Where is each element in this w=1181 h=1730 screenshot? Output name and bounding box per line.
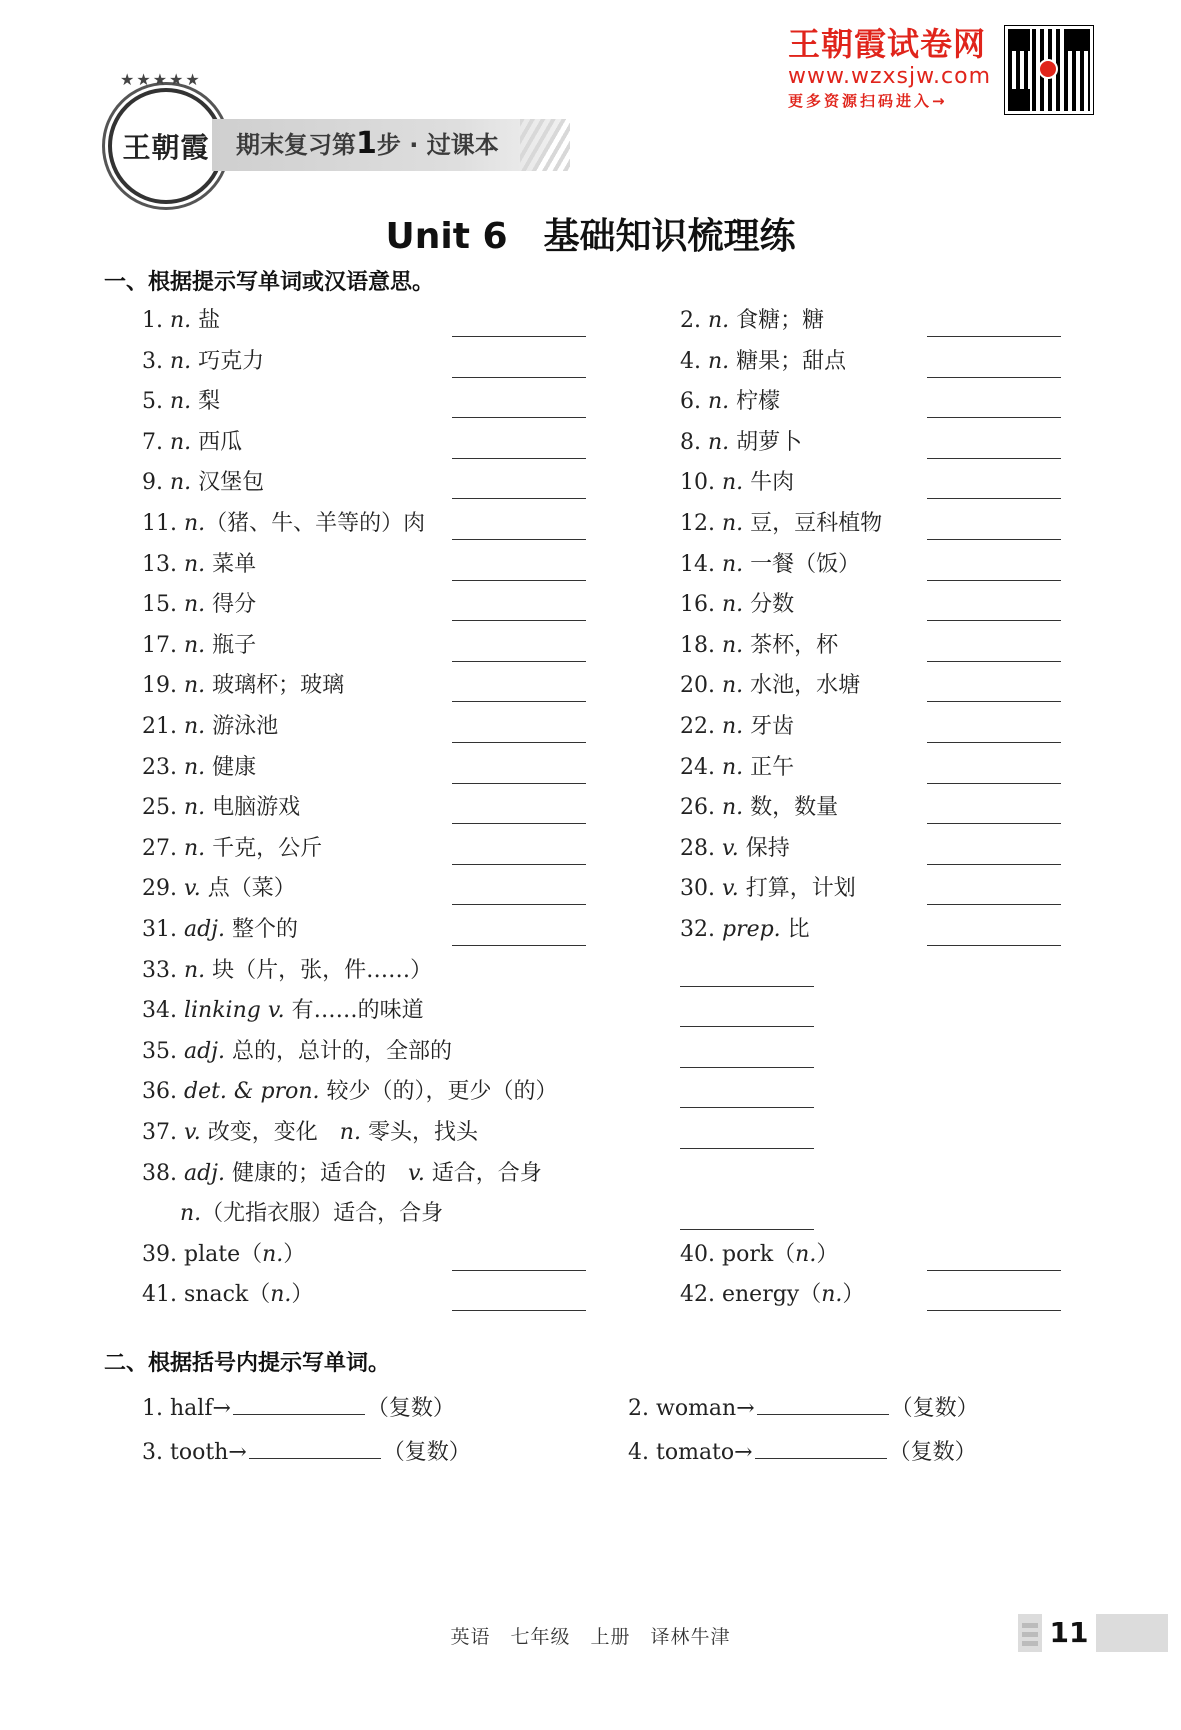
- answer-blank[interactable]: [452, 945, 586, 946]
- list-item: [142, 793, 300, 823]
- item-number: 22.: [680, 714, 722, 739]
- part-of-speech: n.: [183, 957, 206, 983]
- answer-blank[interactable]: [927, 336, 1061, 337]
- item-text: 巧克力: [191, 348, 265, 374]
- part-of-speech: n.: [169, 429, 192, 455]
- list-item: [142, 996, 424, 1026]
- item-number: 35.: [142, 1038, 184, 1064]
- list-item: [680, 793, 838, 823]
- list-item: [680, 874, 856, 904]
- brand-block: [788, 24, 998, 112]
- item-text: ）: [291, 1282, 314, 1308]
- item-number: 15.: [142, 592, 184, 618]
- item-text: 健康的；适合的: [225, 1160, 408, 1186]
- item-number: 30.: [680, 876, 722, 902]
- list-item: [142, 387, 220, 417]
- publisher-logo: [108, 70, 224, 204]
- item-word: energy（: [715, 1282, 822, 1308]
- brand-name: 王朝霞试卷网: [788, 25, 987, 63]
- list-item: [680, 347, 846, 377]
- item-number: 6.: [680, 389, 708, 415]
- list-item: [142, 1392, 455, 1424]
- banner-suffix: 步 · 过课本: [376, 131, 499, 159]
- list-item: [142, 1240, 305, 1270]
- part-of-speech: n.: [183, 592, 206, 618]
- item-text: 汉堡包: [191, 470, 265, 496]
- item-number: 21.: [142, 714, 184, 739]
- list-item: [142, 631, 256, 661]
- item-text: 电脑游戏: [205, 795, 301, 821]
- part-of-speech: n.: [721, 511, 744, 536]
- item-text: 糖果；甜点: [729, 348, 847, 374]
- item-number: 20.: [680, 673, 722, 699]
- item-word: plate（: [177, 1241, 263, 1267]
- answer-blank[interactable]: [452, 580, 586, 581]
- item-text: 西瓜: [191, 429, 243, 455]
- item-hint: （复数）: [888, 1440, 977, 1465]
- answer-blank[interactable]: [927, 498, 1061, 499]
- part-of-speech: n.: [169, 348, 192, 374]
- answer-blank[interactable]: [452, 904, 586, 905]
- list-item: [142, 712, 278, 742]
- part-of-speech: n.: [183, 795, 206, 821]
- item-number: 25.: [142, 795, 184, 821]
- part-of-speech: adj.: [183, 917, 225, 942]
- item-text: ）: [283, 1241, 306, 1267]
- item-number: 24.: [680, 754, 722, 780]
- part-of-speech: n.: [707, 429, 730, 455]
- item-text: 游泳池: [205, 714, 279, 739]
- answer-blank[interactable]: [249, 1436, 381, 1459]
- item-number: 2.: [680, 308, 708, 333]
- answer-blank[interactable]: [927, 417, 1061, 418]
- item-number: 37.: [142, 1120, 184, 1145]
- part-of-speech: n.: [707, 348, 730, 374]
- item-text: 保持: [738, 835, 790, 861]
- answer-blank[interactable]: [757, 1392, 889, 1415]
- item-text: 瓶子: [205, 632, 257, 658]
- qr-logo-dot: [1038, 59, 1058, 79]
- list-item: [142, 1118, 478, 1148]
- item-text: 梨: [191, 389, 221, 415]
- answer-blank[interactable]: [927, 539, 1061, 540]
- answer-blank[interactable]: [452, 823, 586, 824]
- answer-blank[interactable]: [680, 1229, 814, 1230]
- answer-blank[interactable]: [680, 1148, 814, 1149]
- answer-blank[interactable]: [452, 620, 586, 621]
- list-item: [142, 1159, 542, 1189]
- part-of-speech: n.: [169, 389, 192, 415]
- part-of-speech: prep.: [721, 917, 781, 942]
- answer-blank[interactable]: [927, 661, 1061, 662]
- item-number: 26.: [680, 795, 722, 821]
- item-text: 块（片，张，件……）: [205, 957, 433, 983]
- item-text: 正午: [743, 754, 795, 780]
- part-of-speech: adj.: [183, 1038, 225, 1064]
- answer-blank[interactable]: [452, 1270, 586, 1271]
- answer-blank[interactable]: [452, 864, 586, 865]
- list-item: [142, 956, 432, 986]
- list-item: [142, 915, 298, 945]
- list-item: [142, 1037, 452, 1067]
- list-item: [680, 590, 794, 620]
- part-of-speech: n.: [183, 632, 206, 658]
- list-item-continued: [180, 1199, 443, 1229]
- stars-icon: ★★★★★: [120, 70, 202, 89]
- item-text: 牛肉: [743, 470, 795, 496]
- item-number: 4.: [628, 1440, 649, 1465]
- item-number: 29.: [142, 876, 184, 902]
- list-item: [680, 631, 838, 661]
- item-number: 42.: [680, 1282, 715, 1308]
- item-text: 一餐（饭）: [743, 551, 861, 577]
- item-text: 改变，变化: [200, 1120, 340, 1145]
- item-number: 2.: [628, 1396, 649, 1421]
- item-text: 总的，总计的，全部的: [225, 1038, 452, 1064]
- answer-blank[interactable]: [927, 945, 1061, 946]
- item-text: 茶杯，杯: [743, 632, 839, 658]
- item-number: 23.: [142, 754, 184, 780]
- answer-blank[interactable]: [452, 742, 586, 743]
- part-of-speech: n.: [183, 714, 206, 739]
- item-word: tomato→: [649, 1440, 753, 1465]
- list-item: [628, 1392, 979, 1424]
- item-text: 分数: [743, 592, 795, 618]
- item-number: 40.: [680, 1241, 715, 1267]
- list-item: [142, 671, 344, 701]
- part-of-speech: n.: [721, 592, 744, 618]
- part-of-speech: n.: [721, 551, 744, 577]
- list-item: [680, 915, 810, 945]
- item-number: 12.: [680, 511, 722, 536]
- item-text: 玻璃杯；玻璃: [205, 673, 345, 699]
- part-of-speech: n.: [183, 673, 206, 699]
- item-number: 16.: [680, 592, 722, 618]
- part-of-speech: n.: [707, 389, 730, 415]
- part-of-speech: v.: [183, 876, 201, 902]
- list-item: [142, 1077, 558, 1107]
- answer-blank[interactable]: [452, 1310, 586, 1311]
- list-item: [142, 1436, 471, 1468]
- list-item: [680, 1240, 838, 1270]
- item-text: 整个的: [225, 917, 298, 942]
- item-word: pork（: [715, 1241, 796, 1267]
- item-number: 39.: [142, 1241, 177, 1267]
- list-item: [142, 306, 220, 336]
- list-item: [680, 468, 794, 498]
- list-item: [680, 428, 802, 458]
- answer-blank[interactable]: [452, 661, 586, 662]
- answer-blank[interactable]: [680, 1026, 814, 1027]
- item-text: 牙齿: [743, 714, 795, 739]
- answer-blank[interactable]: [927, 823, 1061, 824]
- item-number: 19.: [142, 673, 184, 699]
- list-item: [142, 347, 264, 377]
- list-item: [142, 753, 256, 783]
- banner-prefix: 期末复习第: [236, 131, 356, 159]
- item-text: 零头，找头: [360, 1120, 478, 1145]
- answer-blank[interactable]: [452, 377, 586, 378]
- item-number: 9.: [142, 470, 170, 496]
- brand-url[interactable]: www.wzxsjw.com: [788, 64, 992, 89]
- item-number: 38.: [142, 1160, 184, 1186]
- part-of-speech: n.: [821, 1282, 843, 1308]
- part-of-speech: n.: [270, 1282, 292, 1308]
- brand-scan-text: 更多资源扫码进入→: [788, 92, 948, 110]
- banner-step: 1: [356, 126, 377, 161]
- banner-text: [236, 125, 499, 161]
- answer-blank[interactable]: [755, 1436, 887, 1459]
- item-number: 28.: [680, 835, 722, 861]
- item-number: 1.: [142, 308, 170, 333]
- item-text: 千克，公斤: [205, 835, 323, 861]
- item-text: 豆，豆科植物: [743, 511, 883, 536]
- item-hint: （复数）: [382, 1440, 471, 1465]
- item-word: tooth→: [163, 1440, 247, 1465]
- item-number: 4.: [680, 348, 708, 374]
- part-of-speech: adj.: [183, 1160, 225, 1186]
- item-number: 11.: [142, 511, 184, 536]
- list-item: [142, 428, 242, 458]
- part-of-speech: n.: [721, 470, 744, 496]
- list-item: [680, 753, 794, 783]
- answer-blank[interactable]: [927, 620, 1061, 621]
- answer-blank[interactable]: [927, 783, 1061, 784]
- part-of-speech: n.: [721, 632, 744, 658]
- part-of-speech: n.: [183, 551, 206, 577]
- answer-blank[interactable]: [452, 458, 586, 459]
- answer-blank[interactable]: [680, 1107, 814, 1108]
- item-number: 36.: [142, 1079, 184, 1105]
- list-item: [142, 1280, 313, 1310]
- item-hint: （复数）: [366, 1396, 455, 1421]
- item-text: 盐: [191, 308, 221, 333]
- part-of-speech: n.: [339, 1120, 361, 1145]
- list-item: [628, 1436, 977, 1468]
- logo-text: 王朝霞: [122, 131, 210, 164]
- part-of-speech: n.: [183, 511, 206, 536]
- item-number: 17.: [142, 632, 184, 658]
- section-1-title: 一、根据提示写单词或汉语意思。: [104, 270, 435, 295]
- item-number: 10.: [680, 470, 722, 496]
- item-number: 1.: [142, 1396, 163, 1421]
- item-hint: （复数）: [890, 1396, 979, 1421]
- item-text: （猪、牛、羊等的）肉: [205, 511, 426, 536]
- item-number: 13.: [142, 551, 184, 577]
- part-of-speech: n.: [721, 714, 744, 739]
- item-number: 7.: [142, 429, 170, 455]
- item-text: 健康: [205, 754, 257, 780]
- list-item: [680, 1280, 864, 1310]
- item-number: 33.: [142, 957, 184, 983]
- item-text: 胡萝卜: [729, 429, 803, 455]
- part-of-speech: n.: [180, 1201, 202, 1227]
- item-text: 柠檬: [729, 389, 781, 415]
- part-of-speech: det. & pron.: [183, 1079, 320, 1105]
- section-2-title: 二、根据括号内提示写单词。: [104, 1351, 391, 1376]
- answer-blank[interactable]: [927, 864, 1061, 865]
- part-of-speech: n.: [707, 308, 730, 333]
- page-number: 11: [1042, 1614, 1096, 1652]
- page-title: Unit 6 基础知识梳理练: [385, 216, 796, 257]
- item-text: 较少（的），更少（的）: [319, 1079, 558, 1105]
- list-item: [680, 712, 794, 742]
- answer-blank[interactable]: [452, 539, 586, 540]
- part-of-speech: n.: [183, 835, 206, 861]
- part-of-speech: linking v.: [183, 998, 285, 1024]
- part-of-speech: n.: [721, 673, 744, 699]
- answer-blank[interactable]: [927, 1270, 1061, 1271]
- item-text: 菜单: [205, 551, 257, 577]
- item-number: 3.: [142, 348, 170, 374]
- item-number: 31.: [142, 917, 184, 942]
- item-number: 14.: [680, 551, 722, 577]
- answer-blank[interactable]: [452, 336, 586, 337]
- part-of-speech: v.: [183, 1120, 201, 1145]
- item-number: 3.: [142, 1440, 163, 1465]
- item-number: 27.: [142, 835, 184, 861]
- list-item: [142, 468, 264, 498]
- answer-blank[interactable]: [927, 742, 1061, 743]
- item-number: 41.: [142, 1282, 177, 1308]
- item-text: 水池，水塘: [743, 673, 861, 699]
- item-number: 8.: [680, 429, 708, 455]
- part-of-speech: n.: [262, 1241, 284, 1267]
- answer-blank[interactable]: [452, 783, 586, 784]
- part-of-speech: n.: [721, 754, 744, 780]
- answer-blank[interactable]: [927, 701, 1061, 702]
- list-item: [680, 306, 824, 336]
- part-of-speech: n.: [169, 470, 192, 496]
- list-item: [142, 874, 296, 904]
- item-text: 得分: [205, 592, 257, 618]
- answer-blank[interactable]: [927, 1310, 1061, 1311]
- answer-blank[interactable]: [233, 1392, 365, 1415]
- list-item: [142, 834, 322, 864]
- item-word: snack（: [177, 1282, 271, 1308]
- item-text: 食糖；糖: [729, 308, 825, 333]
- list-item: [680, 834, 790, 864]
- answer-blank[interactable]: [452, 701, 586, 702]
- banner-stripes: [520, 119, 570, 171]
- part-of-speech: n.: [183, 754, 206, 780]
- part-of-speech: n.: [169, 308, 192, 333]
- item-text: 比: [780, 917, 810, 942]
- item-number: 32.: [680, 917, 722, 942]
- answer-blank[interactable]: [927, 904, 1061, 905]
- answer-blank[interactable]: [927, 580, 1061, 581]
- answer-blank[interactable]: [680, 1067, 814, 1068]
- item-number: 34.: [142, 998, 184, 1024]
- list-item: [142, 550, 256, 580]
- item-text: （尤指衣服）适合，合身: [201, 1201, 444, 1227]
- answer-blank[interactable]: [680, 986, 814, 987]
- part-of-speech: n.: [795, 1241, 817, 1267]
- part-of-speech: v.: [721, 876, 739, 902]
- page-dots: [1022, 1620, 1038, 1646]
- answer-blank[interactable]: [452, 498, 586, 499]
- part-of-speech: v.: [408, 1160, 425, 1186]
- item-number: 5.: [142, 389, 170, 415]
- list-item: [680, 550, 860, 580]
- item-number: 18.: [680, 632, 722, 658]
- item-word: woman→: [649, 1396, 755, 1421]
- item-text: 有……的味道: [284, 998, 424, 1024]
- item-text: ）: [816, 1241, 839, 1267]
- item-text: 数，数量: [743, 795, 839, 821]
- answer-blank[interactable]: [927, 458, 1061, 459]
- list-item: [680, 387, 780, 417]
- item-word: half→: [163, 1396, 231, 1421]
- list-item: [680, 509, 882, 539]
- answer-blank[interactable]: [927, 377, 1061, 378]
- answer-blank[interactable]: [452, 417, 586, 418]
- list-item: [680, 671, 860, 701]
- item-text: 点（菜）: [200, 876, 296, 902]
- footer-text: 英语 七年级 上册 译林牛津: [450, 1626, 731, 1648]
- part-of-speech: v.: [721, 835, 739, 861]
- list-item: [142, 509, 425, 539]
- part-of-speech: n.: [721, 795, 744, 821]
- list-item: [142, 590, 256, 620]
- item-text: 适合，合身: [424, 1160, 542, 1186]
- item-text: ）: [842, 1282, 865, 1308]
- item-text: 打算，计划: [738, 876, 856, 902]
